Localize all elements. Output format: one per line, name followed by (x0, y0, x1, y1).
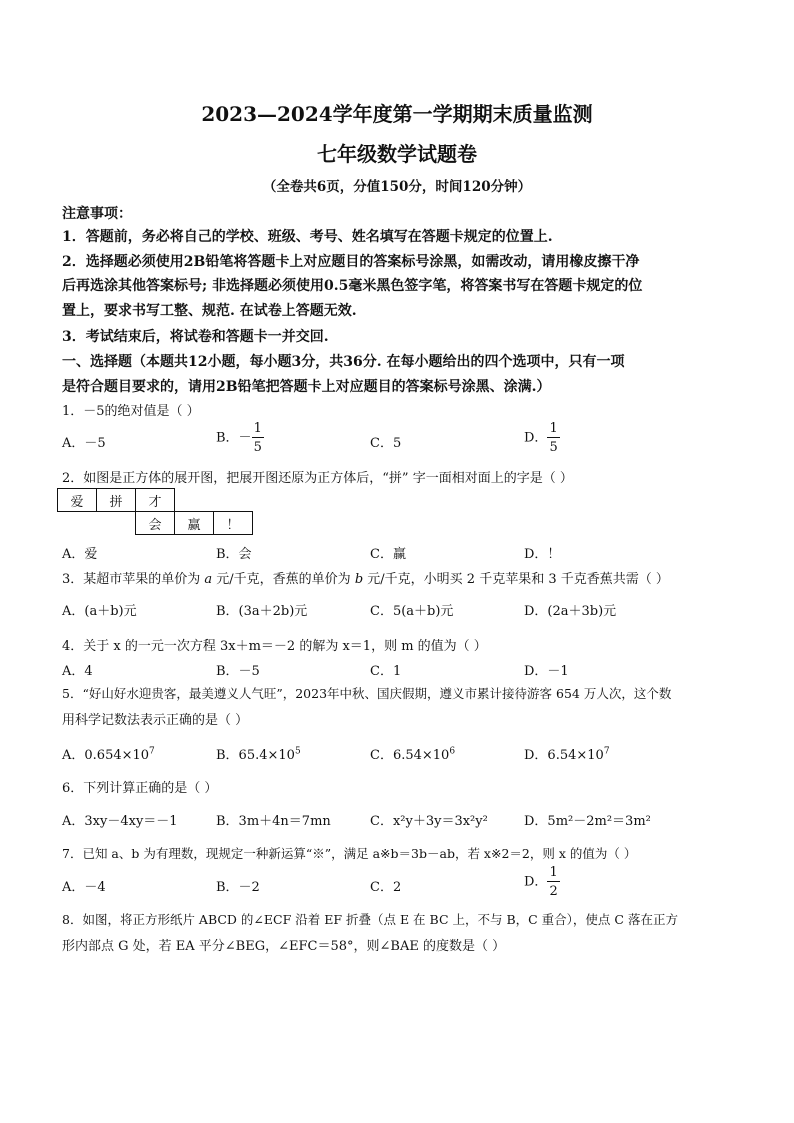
q7-option-b: B．－2 (216, 880, 260, 895)
q1-option-d: D． $\frac{1}{5}$ (524, 421, 558, 455)
q1-option-c: C．5 (370, 436, 402, 451)
notice-heading: 注意事项： (62, 206, 132, 222)
question-3-stem: 3．某超市苹果的单价为 a 元/千克，香蕉的单价为 b 元/千克，小明买 2 千克苹果和 3 千克香蕉共需（ ） (62, 572, 669, 587)
q5-option-d: D．$6.54\times 10^7$ (524, 746, 610, 763)
q1-option-b: B．－ $\frac{1}{5}$ (216, 421, 262, 455)
q3-option-b: B．(3a＋2b)元 (216, 604, 308, 619)
notice-line: 1．答题前，务必将自己的学校、班级、考号、姓名填写在答题卡规定的位置上. (62, 229, 553, 245)
question-7-stem: 7．已知 a、b 为有理数，现规定一种新运算“※”，满足 a※b＝3b－ab，若 x※2＝2，则 x 的值为（ ） (62, 846, 637, 861)
section-heading: 一、选择题（本题共12小题，每小题3分，共36分. 在每小题给出的四个选项中，只有一项 (62, 354, 625, 370)
exam-title: 2023—2024学年度第一学期期末质量监测 (201, 102, 593, 126)
exam-subtitle: 七年级数学试题卷 (317, 142, 477, 166)
q3-option-c: C．5(a＋b)元 (370, 604, 454, 619)
notice-line: 3．考试结束后，将试卷和答题卡一并交回. (62, 329, 329, 345)
q5-option-c: C．$6.54\times 10^6$ (370, 746, 456, 763)
q6-option-c: C．x²y＋3y＝3x²y² (370, 814, 488, 829)
notice-line: 置上，要求书写工整、规范. 在试卷上答题无效. (62, 303, 357, 319)
q7-option-a: A．－4 (62, 880, 106, 895)
q6-option-a: A．3xy－4xy＝－1 (62, 814, 178, 829)
question-5-stem: 5．“好山好水迎贵客，最美遵义人气旺”，2023年中秋、国庆假期，遵义市累计接待游客 654 万人次，这个数 (62, 686, 672, 701)
net-cell: 爱 (58, 489, 97, 512)
q3-option-a: A．(a＋b)元 (62, 604, 137, 619)
q4-option-a: A．4 (62, 664, 93, 679)
question-4-stem: 4．关于 x 的一元一次方程 3x＋m＝－2 的解为 x＝1，则 m 的值为（ ） (62, 639, 487, 654)
q5-option-a: A．$0.654\times 10^7$ (62, 746, 155, 763)
question-1-stem: 1．－5的绝对值是（ ） (62, 404, 200, 419)
q1-option-a: A．－5 (62, 436, 106, 451)
net-cell: 赢 (175, 512, 214, 535)
question-8-stem: 8．如图，将正方形纸片 ABCD 的∠ECF 沿着 EF 折叠（点 E 在 BC 上，不与 B，C 重合），使点 C 落在正方 (62, 912, 678, 927)
q2-option-a: A．爱 (62, 547, 98, 562)
net-cell: 才 (136, 489, 175, 512)
question-6-stem: 6．下列计算正确的是（ ） (62, 781, 218, 796)
notice-line: 2．选择题必须使用2B铅笔将答题卡上对应题目的答案标号涂黑，如需改动，请用橡皮擦干净 (62, 254, 640, 270)
exam-info: （全卷共6页，分值150分，时间120分钟） (262, 179, 532, 195)
q2-option-b: B．会 (216, 547, 252, 562)
q4-option-d: D．－1 (524, 664, 569, 679)
q4-option-c: C．1 (370, 664, 402, 679)
notice-line: 后再选涂其他答案标号; 非选择题必须使用0.5毫米黑色签字笔，将答案书写在答题卡规定的位 (62, 278, 643, 294)
q6-option-d: D．5m²－2m²＝3m² (524, 814, 651, 829)
net-cell: ！ (214, 512, 253, 535)
q6-option-b: B．3m＋4n＝7mn (216, 814, 331, 829)
section-heading: 是符合题目要求的，请用2B铅笔把答题卡上对应题目的答案标号涂黑、涂满.） (62, 379, 551, 395)
q5-option-b: B．$65.4\times 10^5$ (216, 746, 301, 763)
cube-net-figure (57, 488, 253, 535)
q7-option-c: C．2 (370, 880, 402, 895)
question-8-stem: 形内部点 G 处，若 EA 平分∠BEG，∠EFC＝58°，则∠BAE 的度数是（ ） (62, 939, 506, 954)
q2-option-d: D．！ (524, 547, 561, 562)
q3-option-d: D．(2a＋3b)元 (524, 604, 617, 619)
question-2-stem: 2．如图是正方体的展开图，把展开图还原为正方体后，“拼” 字一面相对面上的字是（ ） (62, 471, 573, 486)
question-5-stem: 用科学记数法表示正确的是（ ） (62, 713, 249, 728)
q2-option-c: C．赢 (370, 547, 406, 562)
net-cell: 拼 (97, 489, 136, 512)
q4-option-b: B．－5 (216, 664, 260, 679)
net-cell: 会 (136, 512, 175, 535)
q7-option-d: D． $\frac{1}{2}$ (524, 865, 558, 899)
